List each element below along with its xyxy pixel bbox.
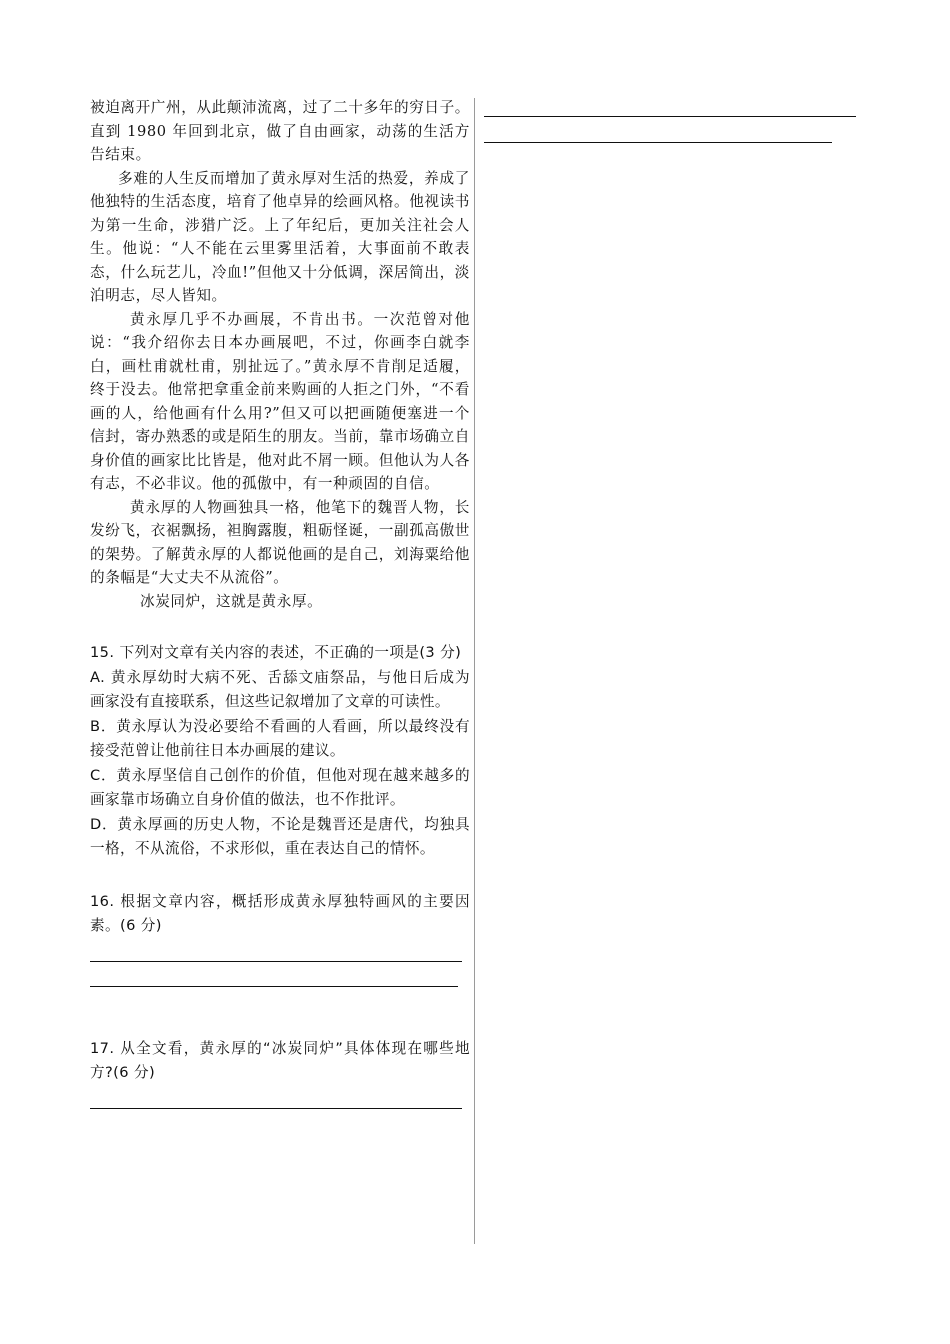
question-17-stem: 17. 从全文看，黄永厚的“冰炭同炉”具体体现在哪些地方?(6 分) bbox=[90, 1039, 470, 1081]
question-15-option-b: B．黄永厚认为没必要给不看画的人看画，所以最终没有接受范曾让他前往日本办画展的建议。 bbox=[90, 717, 470, 759]
question-15-option-c: C．黄永厚坚信自己创作的价值，但他对现在越来越多的画家靠市场确立自身价值的做法，也不作批评。 bbox=[90, 766, 470, 808]
question-15-stem: 15. 下列对文章有关内容的表述，不正确的一项是(3 分) bbox=[90, 644, 462, 661]
question-15-option-a: A. 黄永厚幼时大病不死、舌舔文庙祭品，与他日后成为画家没有直接联系，但这些记叙增加了文章的可读性。 bbox=[90, 668, 470, 710]
question-15-option-d: D．黄永厚画的历史人物，不论是魏晋还是唐代，均独具一格，不从流俗，不求形似，重在表达自己的情怀。 bbox=[90, 815, 470, 857]
right-answer-line-2[interactable] bbox=[484, 142, 832, 143]
left-column bbox=[90, 96, 470, 1109]
question-15 bbox=[90, 641, 470, 862]
reading-passage bbox=[90, 96, 470, 613]
passage-paragraph-5: 冰炭同炉，这就是黄永厚。 bbox=[140, 592, 323, 610]
question-17 bbox=[90, 1037, 470, 1109]
question-16-answer-line-1[interactable] bbox=[90, 961, 462, 962]
question-17-answer-line-1[interactable] bbox=[90, 1108, 462, 1109]
question-16 bbox=[90, 890, 470, 987]
column-divider bbox=[474, 98, 475, 1244]
passage-paragraph-3: 黄永厚几乎不办画展，不肯出书。一次范曾对他说：“我介绍你去日本办画展吧，不过，你画李白就李白，画杜甫就杜甫，别扯远了。”黄永厚不肯削足适履，终于没去。他常把拿重金前来购画的人拒之门外，“不看画的人，给他画有什么用?”但又可以把画随便塞进一个信封，寄办熟悉的或是陌生的朋友。当前，靠市场确立自身价值的画家比比皆是，他对此不屑一顾。但他认为人各有志，不必非议。他的孤傲中，有一种顽固的自信。 bbox=[90, 310, 470, 492]
right-answer-line-1[interactable] bbox=[484, 116, 856, 117]
passage-paragraph-1: 被迫离开广州，从此颠沛流离，过了二十多年的穷日子。直到 1980 年回到北京，做了自由画家，动荡的生活方告结束。 bbox=[90, 99, 470, 163]
passage-paragraph-4: 黄永厚的人物画独具一格，他笔下的魏晋人物，长发纷飞，衣裾飘扬，袒胸露腹，粗砺怪诞，一副孤高傲世的架势。了解黄永厚的人都说他画的是自己，刘海粟给他的条幅是“大丈夫不从流俗”。 bbox=[90, 498, 470, 586]
passage-paragraph-2: 多难的人生反而增加了黄永厚对生活的热爱，养成了他独特的生活态度，培育了他卓异的绘画风格。他视读书为第一生命，涉猎广泛。上了年纪后，更加关注社会人生。他说：“人不能在云里雾里活着，大事面前不敢表态，什么玩艺儿，冷血!”但他又十分低调，深居简出，淡泊明志，尽人皆知。 bbox=[90, 169, 470, 304]
question-16-answer-line-2[interactable] bbox=[90, 986, 458, 987]
question-16-stem: 16. 根据文章内容，概括形成黄永厚独特画风的主要因素。(6 分) bbox=[90, 892, 470, 934]
